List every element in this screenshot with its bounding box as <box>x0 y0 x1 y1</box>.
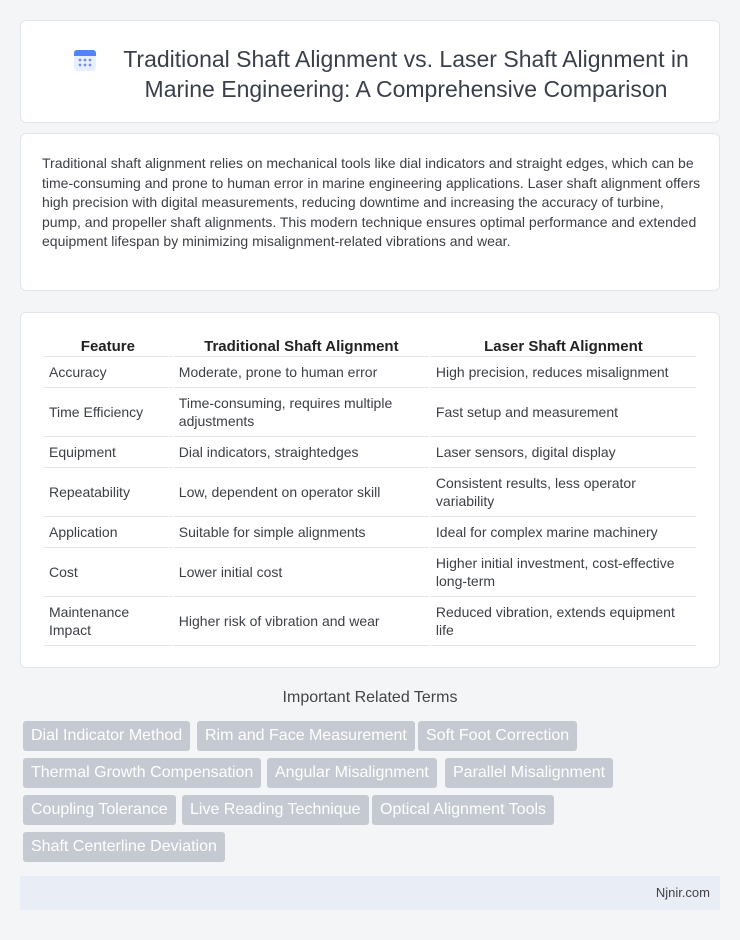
tag-rim-and-face-measurement[interactable]: Rim and Face Measurement <box>197 721 415 751</box>
table-row <box>44 437 696 468</box>
traditional-cell: Time-consuming, requires multiple adjustments <box>174 388 429 437</box>
laser-cell: High precision, reduces misalignment <box>431 357 696 388</box>
laser-cell: Laser sensors, digital display <box>431 437 696 468</box>
table-header-row <box>44 333 696 357</box>
column-header-feature: Feature <box>44 333 172 357</box>
traditional-cell: Suitable for simple alignments <box>174 517 429 548</box>
laser-cell: Higher initial investment, cost-effective long-term <box>431 548 696 597</box>
traditional-cell: Low, dependent on operator skill <box>174 468 429 517</box>
feature-cell: Application <box>44 517 172 548</box>
tag-live-reading-technique[interactable]: Live Reading Technique <box>182 795 369 825</box>
footer-site-link[interactable]: Njnir.com <box>655 885 710 900</box>
feature-cell: Time Efficiency <box>44 388 172 437</box>
header-card <box>20 20 720 123</box>
table-row <box>44 388 696 437</box>
table-row <box>44 468 696 517</box>
feature-cell: Accuracy <box>44 357 172 388</box>
column-header-traditional: Traditional Shaft Alignment <box>174 333 429 357</box>
traditional-cell: Moderate, prone to human error <box>174 357 429 388</box>
traditional-cell: Dial indicators, straightedges <box>174 437 429 468</box>
tag-shaft-centerline-deviation[interactable]: Shaft Centerline Deviation <box>23 832 225 862</box>
laser-cell: Reduced vibration, extends equipment life <box>431 597 696 646</box>
related-terms-title: Important Related Terms <box>282 689 458 706</box>
feature-cell: Maintenance Impact <box>44 597 172 646</box>
table-row <box>44 548 696 597</box>
comparison-table-card <box>20 312 720 668</box>
tag-angular-misalignment[interactable]: Angular Misalignment <box>267 758 437 788</box>
table-row <box>44 597 696 646</box>
tag-thermal-growth-compensation[interactable]: Thermal Growth Compensation <box>23 758 261 788</box>
tag-coupling-tolerance[interactable]: Coupling Tolerance <box>23 795 176 825</box>
tag-dial-indicator-method[interactable]: Dial Indicator Method <box>23 721 190 751</box>
tag-soft-foot-correction[interactable]: Soft Foot Correction <box>418 721 577 751</box>
laser-cell: Consistent results, less operator variability <box>431 468 696 517</box>
traditional-cell: Higher risk of vibration and wear <box>174 597 429 646</box>
feature-cell: Cost <box>44 548 172 597</box>
feature-cell: Equipment <box>44 437 172 468</box>
column-header-laser: Laser Shaft Alignment <box>431 333 696 357</box>
tag-optical-alignment-tools[interactable]: Optical Alignment Tools <box>372 795 554 825</box>
tag-parallel-misalignment[interactable]: Parallel Misalignment <box>445 758 613 788</box>
laser-cell: Ideal for complex marine machinery <box>431 517 696 548</box>
intro-paragraph: Traditional shaft alignment relies on mechanical tools like dial indicators and straight edges, which can be time-consuming and prone to human error in marine engineering applications. Laser shaft alignment offers high precision with digital measurements, reducing downtime and increasing the accuracy of turbine, pump, and propeller shaft alignments. This modern technique ensures optimal performance and extended equipment lifespan by minimizing misalignment-related vibrations and wear. <box>42 155 701 249</box>
page-title: Traditional Shaft Alignment vs. Laser Shaft Alignment in Marine Engineering: A Comprehensive Comparison <box>123 46 689 102</box>
laser-cell: Fast setup and measurement <box>431 388 696 437</box>
traditional-cell: Lower initial cost <box>174 548 429 597</box>
table-row <box>44 517 696 548</box>
feature-cell: Repeatability <box>44 468 172 517</box>
footer <box>20 876 720 910</box>
intro-card <box>20 133 720 291</box>
comparison-table <box>42 333 698 646</box>
table-row <box>44 357 696 388</box>
calendar-icon <box>73 48 97 72</box>
